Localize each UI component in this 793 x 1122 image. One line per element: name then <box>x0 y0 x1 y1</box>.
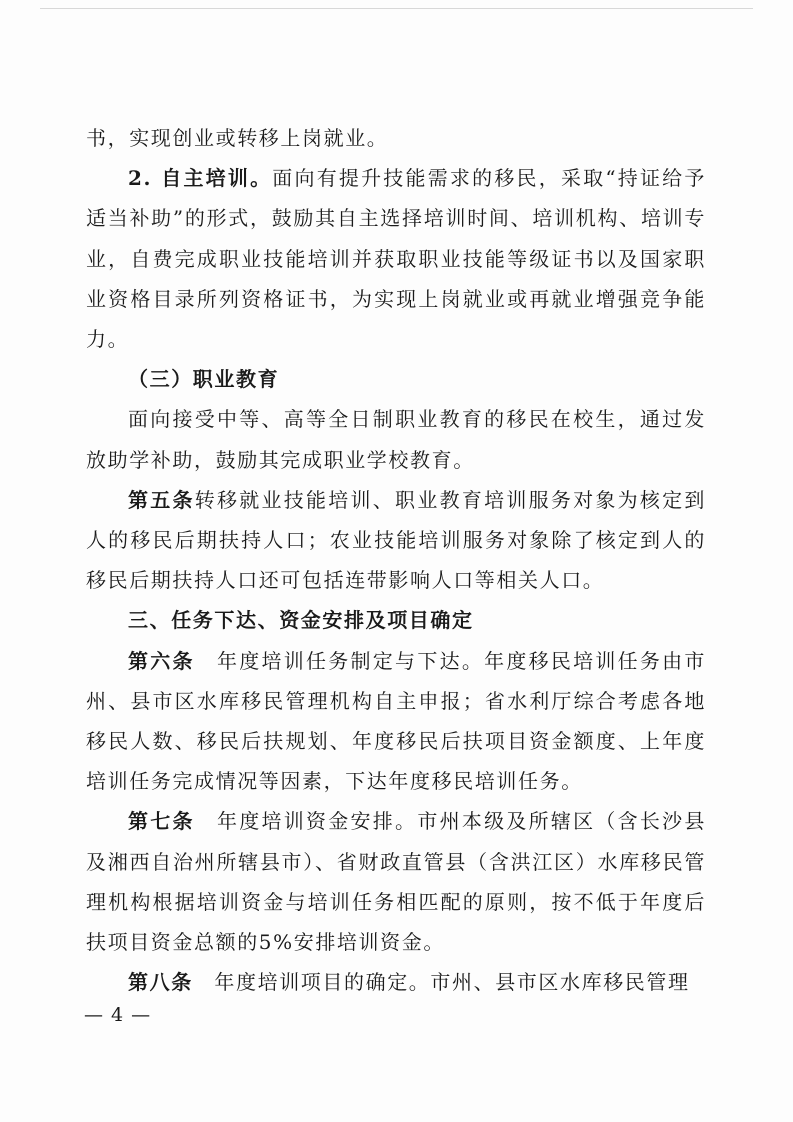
top-divider <box>40 8 753 9</box>
article-text: 年度培训项目的确定。市州、县市区水库移民管理 <box>192 970 690 995</box>
article-8 <box>86 962 706 1002</box>
document-body <box>86 118 706 1002</box>
paragraph-text: 面向接受中等、高等全日制职业教育的移民在校生，通过发放助学补助，鼓励其完成职业学校教育。 <box>86 407 706 472</box>
article-lead: 第七条 <box>128 809 195 834</box>
paragraph-2 <box>86 158 706 359</box>
paragraph-1 <box>86 118 706 158</box>
article-lead: 第八条 <box>128 970 193 995</box>
paragraph-lead: 2. 自主培训。 <box>128 166 273 191</box>
paragraph-text: 书，实现创业或转移上岗就业。 <box>86 126 389 150</box>
paragraph-text: 面向有提升技能需求的移民，采取“持证给予适当补助”的形式，鼓励其自主选择培训时间、培训机构、培训专业，自费完成职业技能培训并获取职业技能等级证书以及国家职业资格目录所列资格证书，为实现上岗就业或再就业增强竞争能力。 <box>86 166 706 352</box>
article-lead: 第五条 <box>128 487 195 512</box>
article-lead: 第六条 <box>128 648 195 673</box>
article-text: 年度培训资金安排。市州本级及所辖区（含长沙县及湘西自治州所辖县市）、省财政直管县（含洪江区）水库移民管理机构根据培训资金与培训任务相匹配的原则，按不低于年度后扶项目资金总额的5%安排培训资金。 <box>86 809 706 955</box>
section-heading-vocational-education: （三）职业教育 <box>128 367 280 392</box>
article-6 <box>86 641 706 802</box>
section-heading-3: 三、任务下达、资金安排及项目确定 <box>128 608 474 633</box>
article-text: 转移就业技能培训、职业教育培训服务对象为核定到人的移民后期扶持人口；农业技能培训服务对象除了核定到人的移民后期扶持人口还可包括连带影响人口等相关人口。 <box>86 487 706 593</box>
article-5 <box>86 480 706 601</box>
article-7 <box>86 801 706 962</box>
paragraph-4 <box>86 399 706 479</box>
page-number: — 4 — <box>84 1004 152 1026</box>
article-text: 年度培训任务制定与下达。年度移民培训任务由市州、县市区水库移民管理机构自主申报；省水利厅综合考虑各地移民人数、移民后扶规划、年度移民后扶项目资金额度、上年度培训任务完成情况等因素，下达年度移民培训任务。 <box>86 648 706 794</box>
